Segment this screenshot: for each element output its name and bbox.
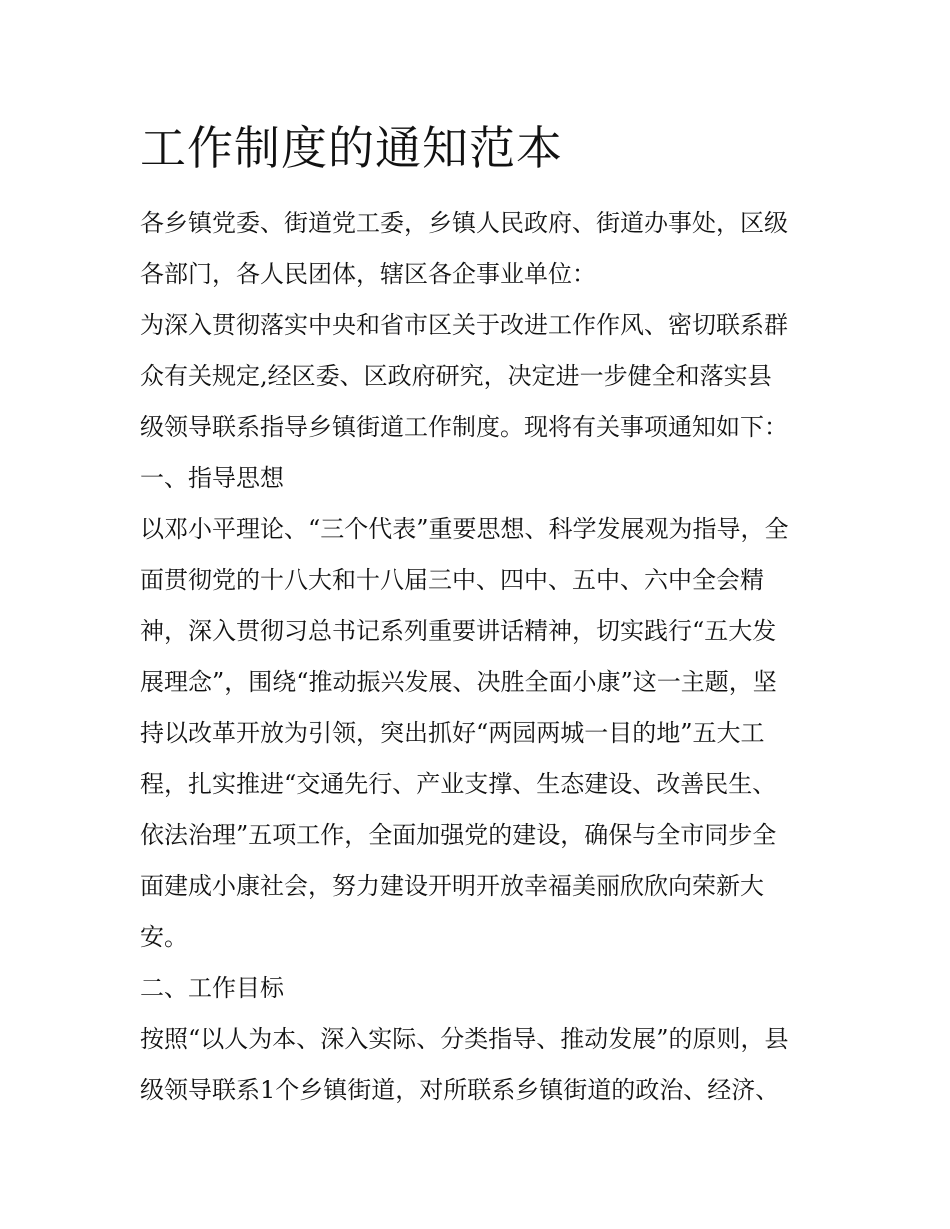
- text-line: 为深入贯彻落实中央和省市区关于改进工作作风、密切联系群: [140, 311, 788, 339]
- guiding-ideology-paragraph: [140, 504, 820, 963]
- text-line: 各部门，各人民团体，辖区各企事业单位：: [140, 260, 596, 288]
- text-line: 各乡镇党委、街道党工委，乡镇人民政府、街道办事处，区级: [140, 209, 788, 237]
- text-line: 展理念”，围绕“推动振兴发展、决胜全面小康”这一主题，坚: [140, 668, 777, 696]
- text-line: 神，深入贯彻习总书记系列重要讲话精神，切实践行“五大发: [140, 617, 777, 645]
- section-heading: 二、工作目标: [140, 974, 284, 1002]
- document-body: [140, 118, 820, 1116]
- addressee-paragraph: [140, 198, 820, 300]
- intro-paragraph: [140, 300, 820, 453]
- document-title: 工作制度的通知范本: [140, 121, 563, 175]
- text-line: 持以改革开放为引领，突出抓好“两园两城一目的地”五大工: [140, 719, 765, 747]
- section-heading: 一、指导思想: [140, 464, 284, 492]
- text-line: 级领导联系指导乡镇街道工作制度。现将有关事项通知如下：: [140, 413, 788, 441]
- text-line: 级领导联系1个乡镇街道，对所联系乡镇街道的政治、经济、: [140, 1076, 780, 1104]
- text-line: 众有关规定,经区委、区政府研究，决定进一步健全和落实县: [140, 362, 772, 390]
- work-goals-paragraph: [140, 1014, 820, 1116]
- text-line: 安。: [140, 923, 188, 951]
- text-line: 以邓小平理论、“三个代表”重要思想、科学发展观为指导，全: [140, 515, 789, 543]
- text-line: 程，扎实推进“交通先行、产业支撑、生态建设、改善民生、: [140, 770, 777, 798]
- text-line: 按照“以人为本、深入实际、分类指导、推动发展”的原则，县: [140, 1025, 789, 1053]
- text-line: 面建成小康社会，努力建设开明开放幸福美丽欣欣向荣新大: [140, 872, 764, 900]
- section-heading-work-goals: [140, 963, 820, 1014]
- text-line: 依法治理”五项工作，全面加强党的建设，确保与全市同步全: [140, 821, 777, 849]
- text-line: 面贯彻党的十八大和十八届三中、四中、五中、六中全会精: [140, 566, 764, 594]
- section-heading-guiding-ideology: [140, 453, 820, 504]
